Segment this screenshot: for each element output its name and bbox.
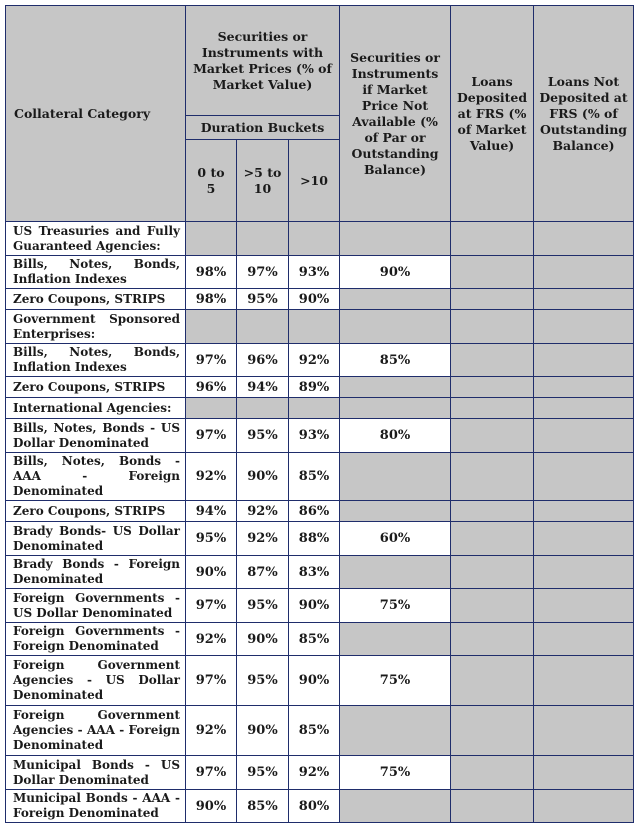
- price-not-available-cell: 60%: [340, 522, 451, 556]
- table-row: [6, 289, 634, 310]
- duration-over-10-cell: 85%: [289, 706, 340, 756]
- duration-over-10-cell: 90%: [289, 289, 340, 310]
- section-header-row: [6, 310, 634, 344]
- duration-0-5-cell: 90%: [186, 556, 237, 589]
- loans-not-deposited-cell: [534, 453, 634, 501]
- table-row: [6, 377, 634, 398]
- duration-0-5-cell: [186, 310, 237, 344]
- duration-5-10-cell: 90%: [237, 623, 289, 656]
- loans-deposited-cell: [451, 398, 534, 419]
- collateral-category-header: Collateral Category: [6, 6, 186, 222]
- table-row: [6, 756, 634, 790]
- duration-over-10-cell: 85%: [289, 453, 340, 501]
- category-cell: Bills, Notes, Bonds - AAA - Foreign Denominated: [6, 453, 186, 501]
- duration-over-10-cell: [289, 398, 340, 419]
- category-cell: Foreign Governments - US Dollar Denominated: [6, 589, 186, 623]
- loans-deposited-cell: [451, 522, 534, 556]
- duration-over-10-cell: 90%: [289, 589, 340, 623]
- duration-5-10-cell: 90%: [237, 706, 289, 756]
- table-header: [6, 6, 634, 222]
- loans-deposited-cell: [451, 790, 534, 823]
- price-not-available-cell: [340, 556, 451, 589]
- price-not-available-cell: [340, 289, 451, 310]
- duration-0-5-cell: 97%: [186, 589, 237, 623]
- table-row: [6, 522, 634, 556]
- loans-not-deposited-cell: [534, 756, 634, 790]
- category-cell: Zero Coupons, STRIPS: [6, 377, 186, 398]
- duration-over-10-cell: 92%: [289, 344, 340, 377]
- loans-deposited-cell: [451, 756, 534, 790]
- duration-0-5-cell: 92%: [186, 706, 237, 756]
- duration-over-10-header: >10: [289, 140, 340, 222]
- price-not-available-cell: [340, 377, 451, 398]
- loans-not-deposited-cell: [534, 790, 634, 823]
- duration-0-5-header: 0 to 5: [186, 140, 237, 222]
- table-row: [6, 501, 634, 522]
- category-cell: Bills, Notes, Bonds - US Dollar Denominated: [6, 419, 186, 453]
- section-label: Government Sponsored Enterprises:: [6, 310, 186, 344]
- duration-5-10-cell: 92%: [237, 501, 289, 522]
- duration-over-10-cell: [289, 310, 340, 344]
- duration-over-10-cell: 90%: [289, 656, 340, 706]
- category-cell: Municipal Bonds - US Dollar Denominated: [6, 756, 186, 790]
- price-not-available-cell: 75%: [340, 589, 451, 623]
- table-row: [6, 556, 634, 589]
- loans-deposited-cell: [451, 623, 534, 656]
- duration-over-10-cell: 80%: [289, 790, 340, 823]
- duration-0-5-cell: 97%: [186, 419, 237, 453]
- loans-not-deposited-cell: [534, 222, 634, 256]
- loans-deposited-header: Loans Deposited at FRS (% of Market Value): [451, 6, 534, 222]
- price-not-available-cell: 85%: [340, 344, 451, 377]
- price-not-available-header: Securities or Instruments if Market Price Not Available (% of Par or Outstanding Balance): [340, 6, 451, 222]
- duration-over-10-cell: [289, 222, 340, 256]
- duration-0-5-cell: 98%: [186, 289, 237, 310]
- duration-over-10-cell: 92%: [289, 756, 340, 790]
- loans-deposited-cell: [451, 377, 534, 398]
- table-body: [6, 222, 634, 823]
- loans-not-deposited-cell: [534, 522, 634, 556]
- table-row: [6, 256, 634, 289]
- duration-0-5-cell: 98%: [186, 256, 237, 289]
- duration-over-10-cell: 85%: [289, 623, 340, 656]
- loans-not-deposited-cell: [534, 256, 634, 289]
- loans-deposited-cell: [451, 256, 534, 289]
- loans-deposited-cell: [451, 289, 534, 310]
- duration-5-10-cell: 90%: [237, 453, 289, 501]
- loans-deposited-cell: [451, 589, 534, 623]
- duration-0-5-cell: 97%: [186, 656, 237, 706]
- price-not-available-cell: [340, 310, 451, 344]
- loans-deposited-cell: [451, 706, 534, 756]
- table-row: [6, 453, 634, 501]
- duration-buckets-header: Duration Buckets: [186, 116, 340, 140]
- duration-over-10-cell: 83%: [289, 556, 340, 589]
- price-not-available-cell: [340, 453, 451, 501]
- category-cell: Brady Bonds - Foreign Denominated: [6, 556, 186, 589]
- loans-deposited-cell: [451, 656, 534, 706]
- duration-5-10-header: >5 to 10: [237, 140, 289, 222]
- collateral-table-container: [5, 5, 634, 823]
- loans-not-deposited-cell: [534, 706, 634, 756]
- price-not-available-cell: 90%: [340, 256, 451, 289]
- loans-not-deposited-cell: [534, 656, 634, 706]
- loans-not-deposited-cell: [534, 377, 634, 398]
- duration-5-10-cell: 95%: [237, 756, 289, 790]
- duration-5-10-cell: 95%: [237, 289, 289, 310]
- duration-0-5-cell: [186, 222, 237, 256]
- price-not-available-cell: [340, 706, 451, 756]
- duration-5-10-cell: 95%: [237, 656, 289, 706]
- loans-not-deposited-cell: [534, 289, 634, 310]
- duration-0-5-cell: 90%: [186, 790, 237, 823]
- loans-not-deposited-cell: [534, 556, 634, 589]
- loans-not-deposited-cell: [534, 501, 634, 522]
- duration-over-10-cell: 93%: [289, 419, 340, 453]
- duration-over-10-cell: 89%: [289, 377, 340, 398]
- table-row: [6, 344, 634, 377]
- loans-deposited-cell: [451, 501, 534, 522]
- duration-5-10-cell: [237, 310, 289, 344]
- category-cell: Zero Coupons, STRIPS: [6, 501, 186, 522]
- loans-deposited-cell: [451, 310, 534, 344]
- price-not-available-cell: [340, 222, 451, 256]
- category-cell: Foreign Government Agencies - AAA - Foreign Denominated: [6, 706, 186, 756]
- collateral-margins-table: [5, 5, 634, 823]
- duration-5-10-cell: 92%: [237, 522, 289, 556]
- category-cell: Municipal Bonds - AAA - Foreign Denominated: [6, 790, 186, 823]
- duration-over-10-cell: 86%: [289, 501, 340, 522]
- duration-5-10-cell: 85%: [237, 790, 289, 823]
- loans-not-deposited-cell: [534, 623, 634, 656]
- table-row: [6, 706, 634, 756]
- market-prices-header: Securities or Instruments with Market Prices (% of Market Value): [186, 6, 340, 116]
- loans-deposited-cell: [451, 222, 534, 256]
- price-not-available-cell: 75%: [340, 656, 451, 706]
- duration-0-5-cell: 97%: [186, 344, 237, 377]
- duration-0-5-cell: 94%: [186, 501, 237, 522]
- category-cell: Bills, Notes, Bonds, Inflation Indexes: [6, 256, 186, 289]
- duration-over-10-cell: 93%: [289, 256, 340, 289]
- section-header-row: [6, 222, 634, 256]
- price-not-available-cell: [340, 790, 451, 823]
- duration-5-10-cell: 94%: [237, 377, 289, 398]
- duration-5-10-cell: 95%: [237, 419, 289, 453]
- loans-not-deposited-cell: [534, 310, 634, 344]
- price-not-available-cell: [340, 623, 451, 656]
- loans-not-deposited-cell: [534, 344, 634, 377]
- loans-not-deposited-cell: [534, 398, 634, 419]
- section-label: International Agencies:: [6, 398, 186, 419]
- loans-not-deposited-header: Loans Not Deposited at FRS (% of Outstanding Balance): [534, 6, 634, 222]
- loans-deposited-cell: [451, 556, 534, 589]
- table-row: [6, 656, 634, 706]
- table-row: [6, 790, 634, 823]
- price-not-available-cell: 80%: [340, 419, 451, 453]
- category-cell: Bills, Notes, Bonds, Inflation Indexes: [6, 344, 186, 377]
- duration-0-5-cell: 92%: [186, 623, 237, 656]
- duration-5-10-cell: 95%: [237, 589, 289, 623]
- table-row: [6, 419, 634, 453]
- loans-not-deposited-cell: [534, 589, 634, 623]
- category-cell: Brady Bonds- US Dollar Denominated: [6, 522, 186, 556]
- table-row: [6, 589, 634, 623]
- loans-not-deposited-cell: [534, 419, 634, 453]
- duration-over-10-cell: 88%: [289, 522, 340, 556]
- duration-0-5-cell: 96%: [186, 377, 237, 398]
- price-not-available-cell: [340, 501, 451, 522]
- category-cell: Zero Coupons, STRIPS: [6, 289, 186, 310]
- duration-0-5-cell: 92%: [186, 453, 237, 501]
- duration-5-10-cell: [237, 222, 289, 256]
- duration-5-10-cell: 97%: [237, 256, 289, 289]
- table-row: [6, 623, 634, 656]
- price-not-available-cell: 75%: [340, 756, 451, 790]
- loans-deposited-cell: [451, 419, 534, 453]
- loans-deposited-cell: [451, 453, 534, 501]
- price-not-available-cell: [340, 398, 451, 419]
- duration-5-10-cell: 87%: [237, 556, 289, 589]
- section-label: US Treasuries and Fully Guaranteed Agencies:: [6, 222, 186, 256]
- loans-deposited-cell: [451, 344, 534, 377]
- duration-0-5-cell: [186, 398, 237, 419]
- duration-5-10-cell: [237, 398, 289, 419]
- section-header-row: [6, 398, 634, 419]
- category-cell: Foreign Governments - Foreign Denominated: [6, 623, 186, 656]
- duration-0-5-cell: 97%: [186, 756, 237, 790]
- duration-5-10-cell: 96%: [237, 344, 289, 377]
- duration-0-5-cell: 95%: [186, 522, 237, 556]
- category-cell: Foreign Government Agencies - US Dollar Denominated: [6, 656, 186, 706]
